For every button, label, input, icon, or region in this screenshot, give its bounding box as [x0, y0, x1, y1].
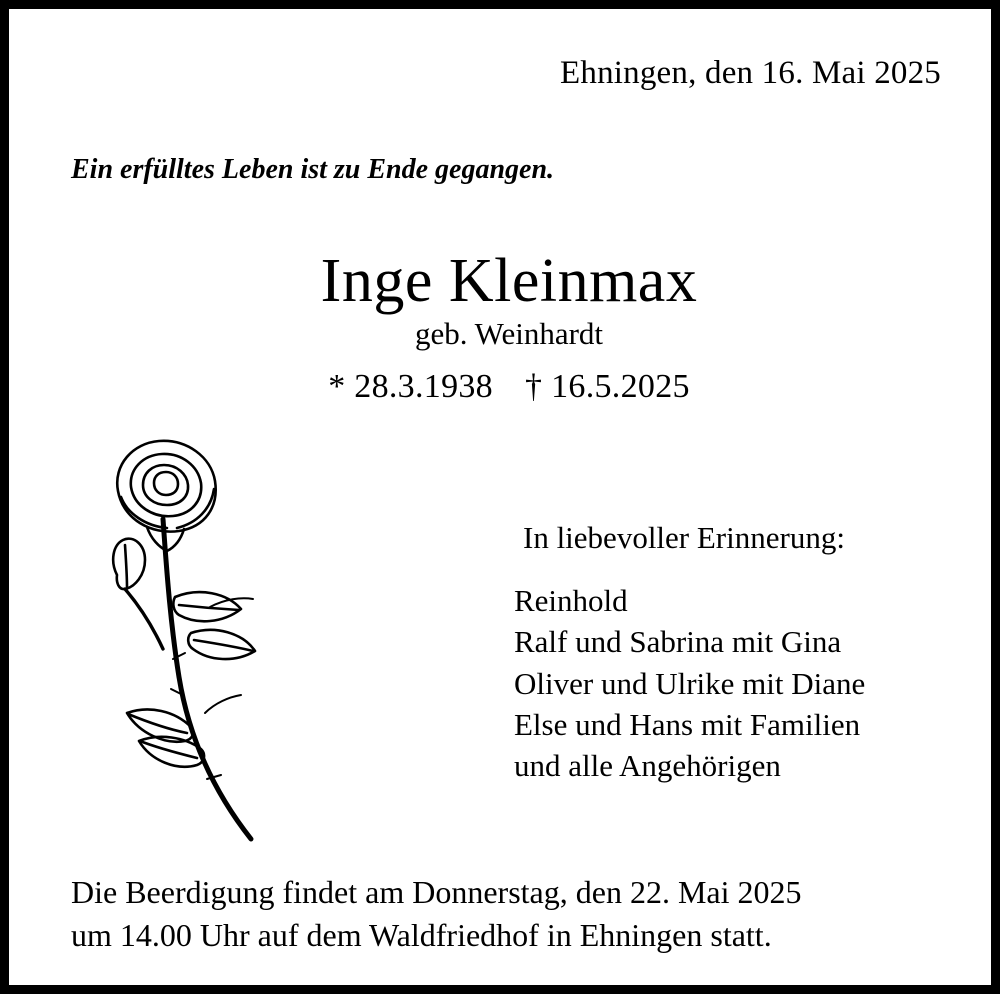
epitaph-line: Ein erfülltes Leben ist zu Ende gegangen. — [71, 154, 555, 185]
survivors-block — [514, 517, 865, 786]
rose-icon — [55, 427, 325, 857]
notice-inner — [9, 9, 991, 985]
life-dates — [9, 368, 1000, 406]
funeral-line-1: Die Beerdigung findet am Donnerstag, den 22. Mai 2025 — [71, 874, 802, 910]
deceased-name: Inge Kleinmax — [320, 247, 698, 315]
place-and-date: Ehningen, den 16. Mai 2025 — [560, 55, 941, 91]
survivor-line: Else und Hans mit Familien — [514, 706, 861, 742]
survivor-line: Oliver und Ulrike mit Diane — [514, 665, 866, 701]
survivor-line: Ralf und Sabrina mit Gina — [514, 624, 842, 660]
survivor-line: Reinhold — [514, 583, 628, 619]
birth-date: * 28.3.1938 — [328, 368, 493, 406]
deceased-block — [9, 249, 1000, 406]
funeral-details — [71, 871, 802, 957]
maiden-name: geb. Weinhardt — [414, 316, 604, 352]
survivor-line: und alle Angehörigen — [514, 748, 781, 784]
survivors-intro: In liebevoller Erinnerung: — [523, 520, 845, 555]
death-date: † 16.5.2025 — [525, 368, 690, 406]
funeral-line-2: um 14.00 Uhr auf dem Waldfriedhof in Ehningen statt. — [71, 917, 772, 954]
